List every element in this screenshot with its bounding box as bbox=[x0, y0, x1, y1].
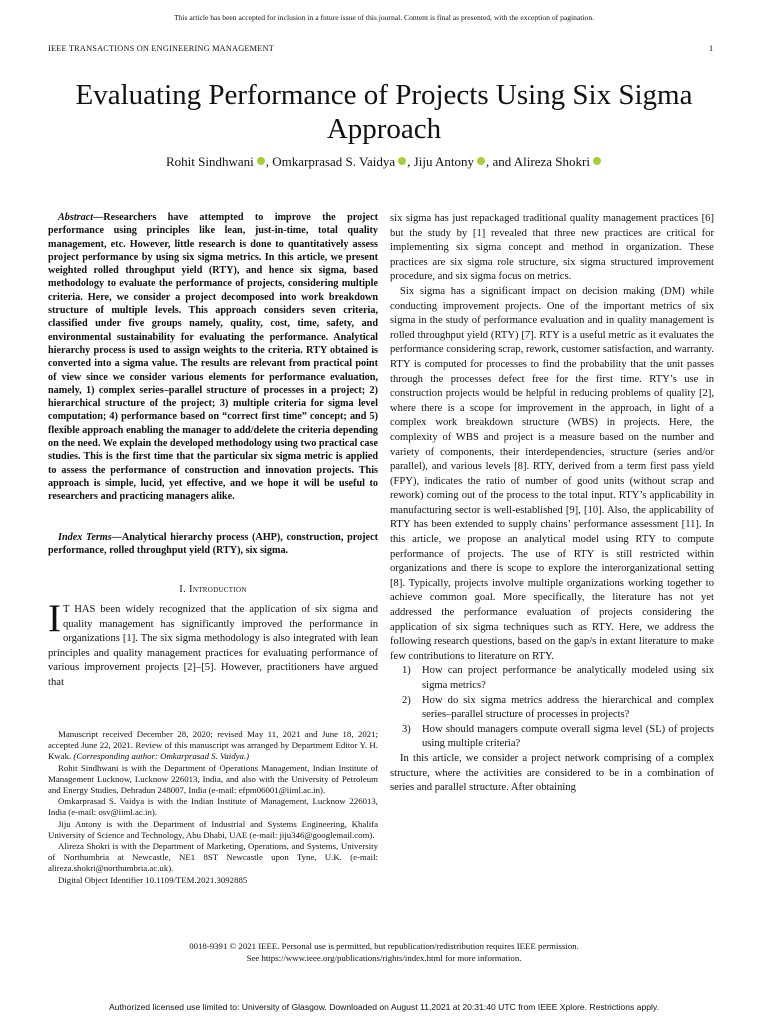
body-paragraph: Six sigma has a significant impact on decision making (DM) while conducting improvement projects. One of the important metrics of six sigma in the study of performance evaluation and in quality management is rolled throughput yield (RTY) [7]. RTY is a useful metric as it evaluates the performance considering scrap, rework, customer satisfaction, and warranty. RTY is computed for processes to find the probability that the unit passes through the processes defect free for the first time. RTY’s use in construction projects would be helpful in reducing problems of quality [2], where there is a scope for improvement in the approach, in light of a complex work breakdown structure (WBS) in projects. Here, the complexity of WBS and project is a measure based on the number and variety of components, their interdependencies, structure (series and/or parallel), and various levels [8]. RTY, derived from a term first pass yield (FPY), indicates the ratio of number of good units (without scrap and rework) coming out of the process to the total input. RTY’s applicability in manufacturing sector is well-established [9], [10]. Also, the applicability of RTY has been extended to supply chains’ performance assessment [11]. In this article, we propose an analytical model using RTY to compute performance of projects. The use of RTY is still restricted within organizations and there is scope to explore the interorganizational setting [8]. Typically, projects involve multiple organizations working together to achieve common goal. More specifically, the literature has not yet addressed the performance evaluation of projects considering the application of six sigma techniques such as RTY. Here, we address the following research questions, based on the gap/s in extant literature to make few contributions to literature on RTY. bbox=[390, 285, 714, 662]
footnote-affiliation: Rohit Sindhwani is with the Department of Operations Management, Indian Institute of Management Lucknow, Lucknow 226013, India, and also with the University of Petroleum and Energy Studies, Dehradun 248007, India (e-mail: efpm06001@iiml.ac.in). bbox=[48, 762, 378, 796]
right-column bbox=[390, 212, 714, 796]
copyright-notice bbox=[0, 940, 768, 964]
author-name: Rohit Sindhwani bbox=[166, 154, 254, 169]
footnote-affiliation: Jiju Antony is with the Department of Industrial and Systems Engineering, Khalifa University of Science and Technology, Abu Dhabi, UAE (e-mail: jiju346@googlemail.com). bbox=[48, 818, 378, 840]
section-number: I. bbox=[179, 584, 187, 595]
license-footer: Authorized licensed use limited to: University of Glasgow. Downloaded on August 11,2021 at 20:31:40 UTC from IEEE Xplore. Restrictions apply. bbox=[109, 1002, 659, 1012]
index-terms bbox=[48, 531, 378, 558]
copyright-line: 0018-9391 © 2021 IEEE. Personal use is permitted, but republication/redistribution requires IEEE permission. bbox=[189, 941, 579, 951]
section-title: Introduction bbox=[189, 584, 247, 595]
intro-text: T HAS been widely recognized that the application of six sigma and quality management has significantly improved the performance in organizations [1]. The six sigma methodology is also integrated with lean principles and quality management practices for evaluating performance of various improvement projects [2]–[5]. However, practitioners have argued that bbox=[48, 604, 378, 688]
introduction-paragraph bbox=[48, 597, 378, 691]
footnote-affiliation: Alireza Shokri is with the Department of Marketing, Operations, and Systems, University of Northumbria at Newcastle, NE1 8ST Newcastle upon Tyne, U.K. (e-mail: alireza.shokri@northumbria.ac.uk). bbox=[48, 841, 378, 874]
footnotes bbox=[48, 729, 378, 886]
author-name: , and Alireza Shokri bbox=[485, 154, 590, 169]
index-terms-label: Index Terms bbox=[58, 532, 112, 543]
list-item: 2) How do six sigma metrics address the hierarchical and complex series–parallel structure of processes in projects? bbox=[402, 694, 714, 721]
author-name: , Jiju Antony bbox=[407, 154, 474, 169]
author-name: , Omkarprasad S. Vaidya bbox=[265, 154, 396, 169]
list-item: 3) How should managers compute overall sigma level (SL) of projects using multiple criteria? bbox=[402, 723, 714, 750]
author-list bbox=[40, 154, 728, 170]
orcid-icon[interactable] bbox=[398, 157, 406, 165]
orcid-icon[interactable] bbox=[477, 157, 485, 165]
footnote-doi: Digital Object Identifier 10.1109/TEM.2021.3092885 bbox=[58, 874, 248, 885]
research-questions bbox=[390, 664, 714, 752]
footnote-manuscript: Manuscript received December 28, 2020; revised May 11, 2021 and June 18, 2021; accepted June 22, 2021. Review of this manuscript was arranged by Department Editor Y. H. Kwak. (Corresponding author: Omkarprasad S. Vaidya.) bbox=[48, 729, 378, 762]
abstract bbox=[48, 211, 378, 504]
abstract-label: Abstract bbox=[58, 212, 94, 223]
orcid-icon[interactable] bbox=[593, 157, 601, 165]
body-paragraph: six sigma has just repackaged traditional quality management practices [6] but the study by [1] revealed that three new practices are critical for implementing six sigma concept and method in organization. These practices are six sigma role structure, six sigma structured improvement procedure, and six sigma focus on metrics. bbox=[390, 213, 714, 283]
corresponding-author: (Corresponding author: Omkarprasad S. Vaidya.) bbox=[73, 751, 250, 762]
list-item: 1) How can project performance be analytically modeled using six sigma metrics? bbox=[402, 665, 714, 691]
drop-cap: I bbox=[48, 597, 61, 640]
orcid-icon[interactable] bbox=[257, 157, 265, 165]
section-heading bbox=[48, 584, 378, 595]
index-terms-text: —Analytical hierarchy process (AHP), construction, project performance, rolled throughput yield (RTY), six sigma. bbox=[48, 532, 378, 557]
paper-title: Evaluating Performance of Projects Using Six Sigma Approach bbox=[75, 79, 693, 145]
body-paragraph: In this article, we consider a project network comprising of a complex structure, where the activities are considered to be in a combination of series and parallel structure. After obtaining bbox=[390, 752, 714, 794]
journal-running-head: IEEE TRANSACTIONS ON ENGINEERING MANAGEMENT bbox=[48, 44, 274, 53]
copyright-rights-link[interactable]: See https://www.ieee.org/publications/rights/index.html for more information. bbox=[246, 953, 522, 963]
page-number: 1 bbox=[709, 44, 714, 53]
acceptance-banner: This article has been accepted for inclusion in a future issue of this journal. Content is final as presented, with the exception of pagination. bbox=[173, 13, 595, 22]
footnote-affiliation: Omkarprasad S. Vaidya is with the Indian Institute of Management, Lucknow 226013, India (e-mail: osv@iiml.ac.in). bbox=[48, 796, 378, 818]
abstract-text: —Researchers have attempted to improve the project performance using principles like lean, just-in-time, total quality management, etc. However, little research is done to quantitatively assess project performance by using six sigma metrics. In this article, we present weighted rolled throughput yield (RTY), and hence six sigma, based methodology to evaluate the performance of projects, considering multiple criteria. Here, we consider a project decomposed into work breakdown structure of multiple levels. This approach considers seven criteria, classified under five groups namely, quality, cost, time, safety, and environmental sustainability for evaluating the performance. Analytical hierarchy process is used to assign weights to the criteria. RTY obtained is converted into a sigma value. The results are relevant from practical point of view since we consider various elements for performance evaluation, namely, 1) complex series–parallel structure of processes in a project; 2) hierarchical structure of the project; 3) multiple criteria for sigma level computation; 4) performance based on “correct first time” concept; and 5) flexible approach enabling the manager to add/delete the criteria depending on the need. We explain the developed methodology using two practical case studies. This is the first time that the particular six sigma metric is applied to assess the performance of construction and innovation projects. This approach is simple, lucid, yet effective, and we hope it will be useful to researchers and practicing managers alike. bbox=[48, 212, 378, 503]
